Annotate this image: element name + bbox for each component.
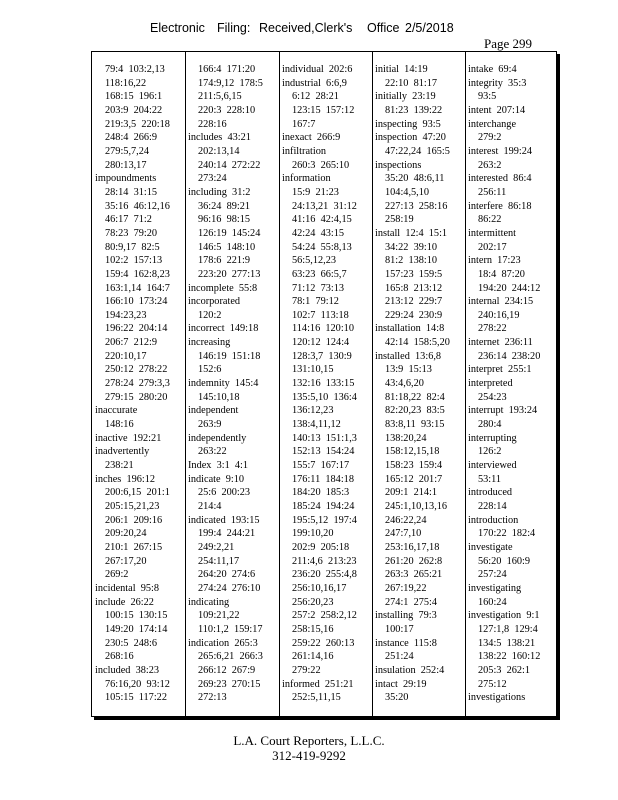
index-page-refs: 253:16,17,18 <box>385 541 440 553</box>
index-column-2 <box>188 63 278 705</box>
index-term: insulation 252:4 <box>375 664 445 676</box>
footer-company: L.A. Court Reporters, L.L.C. <box>233 733 385 748</box>
index-page-refs: 138:20,24 <box>385 432 427 444</box>
index-page-refs: 240:16,19 <box>478 309 520 321</box>
index-page-refs: 267:19,22 <box>385 582 427 594</box>
index-page-refs: 158:23 159:4 <box>385 460 443 472</box>
index-page-refs: 120:2 <box>198 309 222 321</box>
index-page-refs: 123:15 157:12 <box>292 104 355 116</box>
index-term: inspecting 93:5 <box>375 118 441 130</box>
index-term: inaccurate <box>95 405 138 417</box>
index-term: interest 199:24 <box>468 145 533 157</box>
index-term: inadvertently <box>95 446 150 458</box>
index-term: indicate 9:10 <box>188 473 245 485</box>
index-page-refs: 272:13 <box>198 692 227 704</box>
column-divider <box>372 52 373 716</box>
index-page-refs: 245:1,10,13,16 <box>385 501 448 512</box>
index-page-refs: 81:2 138:10 <box>385 255 438 267</box>
index-page-refs: 278:22 <box>478 323 507 335</box>
index-page-refs: 126:2 <box>478 446 502 458</box>
index-page-refs: 136:12,23 <box>292 405 334 417</box>
index-page-refs: 219:3,5 220:18 <box>105 118 170 130</box>
index-page-refs: 202:17 <box>478 241 507 253</box>
index-page-refs: 165:8 213:12 <box>385 282 443 294</box>
index-term: intern 17:23 <box>468 255 521 267</box>
index-page-refs: 185:24 194:24 <box>292 501 355 512</box>
index-page-refs: 202:9 205:18 <box>292 541 350 553</box>
index-term: interested 86:4 <box>468 173 532 185</box>
header-received: Received,Clerk's <box>259 21 353 35</box>
index-page-refs: 13:9 15:13 <box>385 364 432 376</box>
index-page-refs: 160:24 <box>478 596 507 608</box>
index-page-refs: 220:3 228:10 <box>198 104 256 116</box>
index-page-refs: 36:24 89:21 <box>198 200 251 212</box>
index-page-refs: 265:6,21 266:3 <box>198 651 263 663</box>
index-page-refs: 250:12 278:22 <box>105 364 168 376</box>
index-page-refs: 228:14 <box>478 501 507 512</box>
index-page-refs: 229:24 230:9 <box>385 309 443 321</box>
index-page-refs: 76:16,20 93:12 <box>105 678 170 690</box>
index-term: interrupting <box>468 432 517 444</box>
index-page-refs: 264:20 274:6 <box>198 569 256 581</box>
index-page-refs: 251:24 <box>385 651 414 663</box>
index-page-refs: 102:7 113:18 <box>292 309 349 321</box>
index-page-refs: 266:12 267:9 <box>198 664 256 676</box>
index-term: interviewed <box>468 460 517 472</box>
index-page-refs: 263:9 <box>198 419 222 431</box>
index-page-refs: 254:11,17 <box>198 555 240 567</box>
index-page-refs: 100:17 <box>385 623 414 635</box>
index-page-refs: 254:23 <box>478 391 507 403</box>
index-term: include 26:22 <box>95 596 154 608</box>
index-term: investigations <box>468 692 526 704</box>
index-page-refs: 114:16 120:10 <box>292 323 354 335</box>
index-page-refs: 127:1,8 129:4 <box>478 623 538 635</box>
index-page-refs: 6:12 28:21 <box>292 91 339 103</box>
index-column-5 <box>468 63 558 705</box>
index-term: indicated 193:15 <box>188 514 260 526</box>
index-term: incidental 95:8 <box>95 582 160 594</box>
index-page-refs: 279:5,7,24 <box>105 145 150 157</box>
index-page-refs: 228:16 <box>198 118 227 130</box>
index-column-4 <box>375 63 465 705</box>
index-term: investigating <box>468 582 522 594</box>
index-page-refs: 78:1 79:12 <box>292 296 339 308</box>
index-page-refs: 275:12 <box>478 678 507 690</box>
index-page-refs: 196:22 204:14 <box>105 323 168 335</box>
index-page-refs: 261:20 262:8 <box>385 555 443 567</box>
index-page-refs: 274:1 275:4 <box>385 596 438 608</box>
index-page-refs: 258:19 <box>385 214 414 226</box>
index-page-refs: 83:8,11 93:15 <box>385 419 445 431</box>
index-term: interfere 86:18 <box>468 200 532 212</box>
index-term: incorporated <box>188 296 241 308</box>
index-page-refs: 132:16 133:15 <box>292 378 355 390</box>
page-number: Page 299 <box>484 36 533 51</box>
index-term: inactive 192:21 <box>95 432 162 444</box>
index-page-refs: 56:20 160:9 <box>478 555 531 567</box>
index-page-refs: 230:5 248:6 <box>105 637 158 649</box>
index-page-refs: 138:22 160:12 <box>478 651 541 663</box>
index-page-refs: 249:2,21 <box>198 541 235 553</box>
index-term: interchange <box>468 118 517 130</box>
index-page-refs: 279:15 280:20 <box>105 391 168 403</box>
index-page-refs: 206:7 212:9 <box>105 337 158 349</box>
index-term: individual 202:6 <box>282 64 353 75</box>
header-electronic: Electronic <box>150 21 205 35</box>
index-page-refs: 209:1 214:1 <box>385 487 438 499</box>
index-page-refs: 274:24 276:10 <box>198 582 261 594</box>
index-term: initially 23:19 <box>375 91 436 103</box>
index-page-refs: 256:10,16,17 <box>292 582 347 594</box>
index-term: interpreted <box>468 378 513 390</box>
index-page-refs: 104:4,5,10 <box>385 186 430 198</box>
index-page-refs: 199:10,20 <box>292 528 334 540</box>
index-term: includes 43:21 <box>188 132 251 144</box>
index-term: inexact 266:9 <box>282 132 341 144</box>
index-page-refs: 199:4 244:21 <box>198 528 256 540</box>
index-page-refs: 81:18,22 82:4 <box>385 391 445 403</box>
index-term: impoundments <box>95 173 157 185</box>
index-column-3 <box>282 63 372 705</box>
index-column-1 <box>95 63 185 705</box>
index-term: initial 14:19 <box>375 64 428 75</box>
index-page-refs: 256:20,23 <box>292 596 334 608</box>
index-page-refs: 195:5,12 197:4 <box>292 514 357 526</box>
index-page-refs: 93:5 <box>478 91 497 103</box>
index-page-refs: 110:1,2 159:17 <box>198 623 263 635</box>
index-page-refs: 15:9 21:23 <box>292 186 339 198</box>
index-page-refs: 157:23 159:5 <box>385 268 443 280</box>
index-page-refs: 24:13,21 31:12 <box>292 200 357 212</box>
index-term: internet 236:11 <box>468 337 533 349</box>
index-page-refs: 43:4,6,20 <box>385 378 424 390</box>
index-page-refs: 211:5,6,15 <box>198 91 242 103</box>
index-page-refs: 140:13 151:1,3 <box>292 432 357 444</box>
index-page-refs: 278:24 279:3,3 <box>105 378 170 390</box>
index-page-refs: 223:20 277:13 <box>198 268 261 280</box>
index-page-refs: 146:5 148:10 <box>198 241 256 253</box>
index-page-refs: 263:22 <box>198 446 227 458</box>
index-term: installed 13:6,8 <box>375 350 442 362</box>
index-page-refs: 280:4 <box>478 419 502 431</box>
index-page-refs: 135:5,10 136:4 <box>292 391 357 403</box>
index-page-refs: 81:23 139:22 <box>385 104 443 116</box>
index-page-refs: 269:23 270:15 <box>198 678 261 690</box>
index-term: internal 234:15 <box>468 296 534 308</box>
index-page-refs: 236:20 255:4,8 <box>292 569 357 581</box>
index-page-refs: 35:20 48:6,11 <box>385 173 445 185</box>
index-page-refs: 178:6 221:9 <box>198 255 251 267</box>
index-page-refs: 238:21 <box>105 460 134 472</box>
index-page-refs: 120:12 124:4 <box>292 337 350 349</box>
index-term: incomplete 55:8 <box>188 282 258 294</box>
header-office: Office <box>367 21 400 35</box>
index-page-refs: 209:20,24 <box>105 528 147 540</box>
index-page-refs: 194:20 244:12 <box>478 282 541 294</box>
index-term: independently <box>188 432 247 444</box>
index-page-refs: 165:12 201:7 <box>385 473 443 485</box>
index-page-refs: 263:3 265:21 <box>385 569 443 581</box>
index-page-refs: 78:23 79:20 <box>105 227 158 239</box>
index-page-refs: 41:16 42:4,15 <box>292 214 352 226</box>
index-page-refs: 202:13,14 <box>198 145 240 157</box>
index-page-refs: 158:12,15,18 <box>385 446 440 458</box>
index-page-refs: 240:14 272:22 <box>198 159 261 171</box>
index-page-refs: 256:11 <box>478 186 507 198</box>
index-page-refs: 118:16,22 <box>105 77 147 89</box>
index-page-refs: 138:4,11,12 <box>292 419 341 431</box>
index-page-refs: 166:4 171:20 <box>198 64 256 75</box>
index-page-refs: 167:7 <box>292 118 316 130</box>
index-page-refs: 46:17 71:2 <box>105 214 152 226</box>
index-term: including 31:2 <box>188 186 251 198</box>
index-page-refs: 42:14 158:5,20 <box>385 337 450 349</box>
index-term: intermittent <box>468 227 517 239</box>
index-term: inches 196:12 <box>95 473 156 485</box>
index-page-refs: 279:22 <box>292 664 321 676</box>
index-page-refs: 205:3 262:1 <box>478 664 531 676</box>
index-page-refs: 220:10,17 <box>105 350 147 362</box>
index-page-refs: 267:17,20 <box>105 555 147 567</box>
index-page-refs: 54:24 55:8,13 <box>292 241 352 253</box>
index-term: increasing <box>188 337 231 349</box>
index-page-refs: 200:6,15 201:1 <box>105 487 170 499</box>
index-page-refs: 131:10,15 <box>292 364 334 376</box>
index-page-refs: 205:15,21,23 <box>105 501 160 512</box>
header-filing: Filing: <box>217 21 251 35</box>
index-term: Index 3:1 4:1 <box>188 460 249 472</box>
index-page-refs: 259:22 260:13 <box>292 637 355 649</box>
index-page-refs: 211:4,6 213:23 <box>292 555 357 567</box>
index-term: indicating <box>188 596 230 608</box>
index-term: intact 29:19 <box>375 678 427 690</box>
index-term: instance 115:8 <box>375 637 437 649</box>
index-page-refs: 203:9 204:22 <box>105 104 163 116</box>
index-page-refs: 214:4 <box>198 501 222 512</box>
index-page-refs: 248:4 266:9 <box>105 132 158 144</box>
index-page-refs: 22:10 81:17 <box>385 77 438 89</box>
index-term: introduction <box>468 514 519 526</box>
index-page-refs: 257:2 258:2,12 <box>292 610 357 622</box>
index-page-refs: 174:9,12 178:5 <box>198 77 263 89</box>
index-term: indication 265:3 <box>188 637 258 649</box>
index-page-refs: 149:20 174:14 <box>105 623 168 635</box>
index-page-refs: 47:22,24 165:5 <box>385 145 450 157</box>
header-date: 2/5/2018 <box>405 21 454 35</box>
index-term: inspections <box>375 159 422 171</box>
index-page-refs: 82:20,23 83:5 <box>385 405 445 417</box>
index-page-refs: 53:11 <box>478 473 502 485</box>
footer-phone: 312-419-9292 <box>272 748 346 763</box>
index-page-refs: 152:6 <box>198 364 222 376</box>
index-page-refs: 56:5,12,23 <box>292 255 337 267</box>
index-term: informed 251:21 <box>282 678 354 690</box>
index-page-refs: 152:13 154:24 <box>292 446 355 458</box>
index-term: investigate <box>468 541 513 553</box>
index-page-refs: 206:1 209:16 <box>105 514 163 526</box>
index-page-refs: 146:19 151:18 <box>198 350 261 362</box>
index-page-refs: 261:14,16 <box>292 651 334 663</box>
index-page-refs: 258:15,16 <box>292 623 334 635</box>
index-page-refs: 252:5,11,15 <box>292 692 341 704</box>
index-term: integrity 35:3 <box>468 77 527 89</box>
index-page-refs: 246:22,24 <box>385 514 427 526</box>
index-page-refs: 260:3 265:10 <box>292 159 350 171</box>
index-term: inspection 47:20 <box>375 132 446 144</box>
index-page-refs: 263:2 <box>478 159 502 171</box>
index-page-refs: 35:16 46:12,16 <box>105 200 170 212</box>
index-page-refs: 63:23 66:5,7 <box>292 268 347 280</box>
index-page-refs: 42:24 43:15 <box>292 227 345 239</box>
index-term: information <box>282 173 331 185</box>
index-page-refs: 168:15 196:1 <box>105 91 163 103</box>
index-page-refs: 145:10,18 <box>198 391 240 403</box>
index-page-refs: 213:12 229:7 <box>385 296 443 308</box>
index-page-refs: 128:3,7 130:9 <box>292 350 352 362</box>
index-page-refs: 96:16 98:15 <box>198 214 251 226</box>
index-term: installation 14:8 <box>375 323 445 335</box>
index-page-refs: 163:1,14 164:7 <box>105 282 170 294</box>
index-term: interrupt 193:24 <box>468 405 538 417</box>
index-page-refs: 247:7,10 <box>385 528 422 540</box>
index-page-refs: 279:2 <box>478 132 502 144</box>
index-page-refs: 134:5 138:21 <box>478 637 536 649</box>
index-term: investigation 9:1 <box>468 610 540 622</box>
index-page-refs: 126:19 145:24 <box>198 227 261 239</box>
index-page-refs: 35:20 <box>385 692 409 704</box>
index-page-refs: 280:13,17 <box>105 159 147 171</box>
index-page-refs: 109:21,22 <box>198 610 240 622</box>
index-page-refs: 102:2 157:13 <box>105 255 163 267</box>
index-page-refs: 105:15 117:22 <box>105 692 167 704</box>
index-page-refs: 194:23,23 <box>105 309 147 321</box>
index-page-refs: 28:14 31:15 <box>105 186 158 198</box>
index-page-refs: 86:22 <box>478 214 502 226</box>
index-term: industrial 6:6,9 <box>282 77 347 89</box>
column-divider <box>465 52 466 716</box>
index-term: introduced <box>468 487 513 499</box>
index-term: independent <box>188 405 239 417</box>
index-page-refs: 100:15 130:15 <box>105 610 168 622</box>
index-term: indemnity 145:4 <box>188 378 259 390</box>
index-term: intent 207:14 <box>468 104 526 116</box>
index-page-refs: 210:1 267:15 <box>105 541 163 553</box>
index-page-refs: 166:10 173:24 <box>105 296 168 308</box>
index-page-refs: 34:22 39:10 <box>385 241 438 253</box>
index-page-refs: 273:24 <box>198 173 227 185</box>
index-page-refs: 236:14 238:20 <box>478 350 541 362</box>
index-page-refs: 25:6 200:23 <box>198 487 251 499</box>
index-page-refs: 79:4 103:2,13 <box>105 64 165 75</box>
index-page-refs: 176:11 184:18 <box>292 473 354 485</box>
index-page-refs: 268:16 <box>105 651 134 663</box>
index-page-refs: 18:4 87:20 <box>478 268 525 280</box>
index-term: incorrect 149:18 <box>188 323 259 335</box>
column-divider <box>279 52 280 716</box>
index-page-refs: 159:4 162:8,23 <box>105 268 170 280</box>
index-page-refs: 170:22 182:4 <box>478 528 536 540</box>
index-frame <box>91 51 557 717</box>
index-term: interpret 255:1 <box>468 364 532 376</box>
index-page-refs: 184:20 185:3 <box>292 487 350 499</box>
index-page-refs: 257:24 <box>478 569 507 581</box>
index-term: installing 79:3 <box>375 610 437 622</box>
index-page-refs: 227:13 258:16 <box>385 200 448 212</box>
index-term: intake 69:4 <box>468 64 517 75</box>
column-divider <box>185 52 186 716</box>
index-page-refs: 155:7 167:17 <box>292 460 350 472</box>
index-page-refs: 269:2 <box>105 569 129 581</box>
index-page-refs: 148:16 <box>105 419 134 431</box>
index-term: included 38:23 <box>95 664 160 676</box>
index-page-refs: 80:9,17 82:5 <box>105 241 160 253</box>
index-page-refs: 71:12 73:13 <box>292 282 345 294</box>
index-term: infiltration <box>282 145 327 157</box>
index-term: install 12:4 15:1 <box>375 227 448 239</box>
